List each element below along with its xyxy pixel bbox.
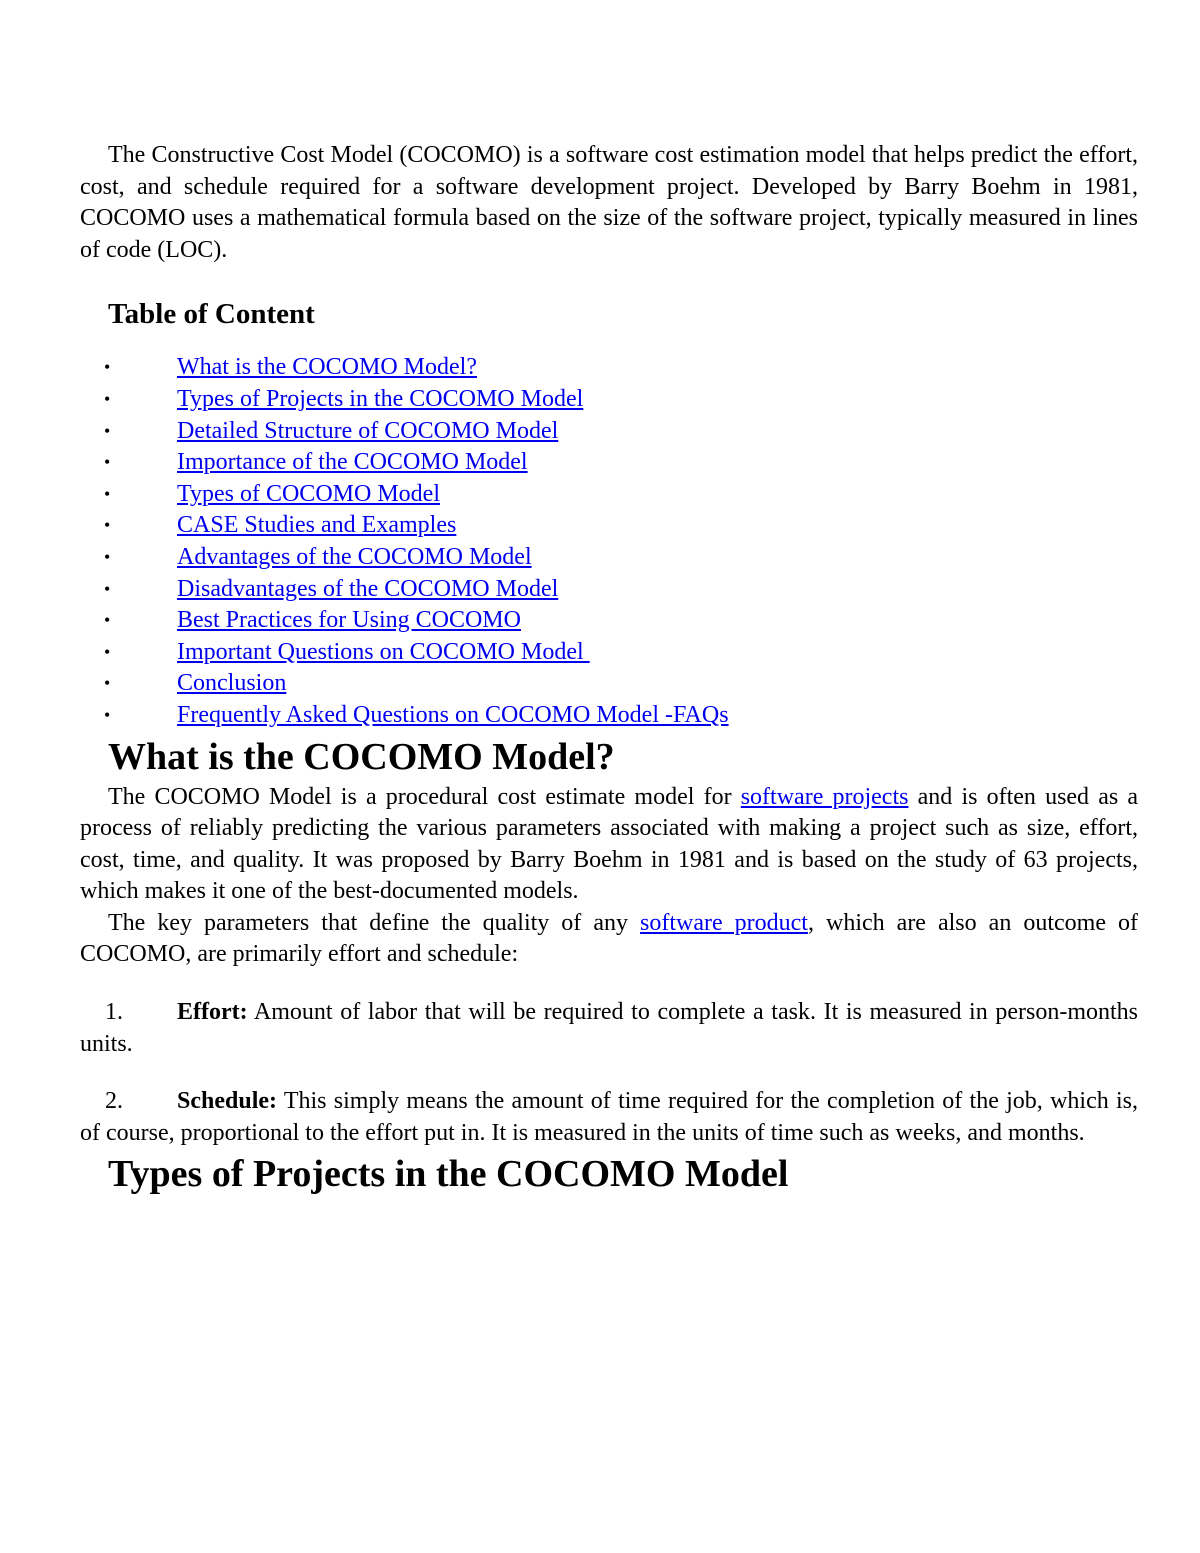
toc-item (80, 384, 1138, 416)
toc-item (80, 479, 1138, 511)
toc-item (80, 637, 1138, 669)
toc-link-conclusion[interactable]: Conclusion (177, 670, 287, 697)
toc-link-types-of-model[interactable]: Types of COCOMO Model (177, 480, 440, 507)
bullet-icon: • (104, 515, 111, 536)
bullet-icon: • (104, 546, 111, 567)
link-software-product[interactable]: software product (640, 909, 808, 936)
toc-item (80, 447, 1138, 479)
section1-paragraph-1 (80, 782, 1138, 908)
bullet-icon: • (104, 388, 111, 409)
bullet-icon: • (104, 357, 111, 378)
section-heading-types-of-projects: Types of Projects in the COCOMO Model (108, 1153, 789, 1196)
toc-heading: Table of Content (108, 298, 315, 331)
toc-item (80, 668, 1138, 700)
toc-link-disadvantages[interactable]: Disadvantages of the COCOMO Model (177, 575, 559, 602)
toc-item (80, 542, 1138, 574)
term-text: Amount of labor that will be required to complete a task. It is measured in person-months units. (80, 999, 1138, 1057)
toc-link-advantages[interactable]: Advantages of the COCOMO Model (177, 543, 532, 570)
toc-list (80, 352, 1138, 731)
list-number: 2. (105, 1088, 123, 1115)
link-software-projects[interactable]: software projects (740, 783, 909, 810)
parameter-list (80, 997, 1138, 1149)
text-run: The key parameters that define the quality of any (108, 909, 640, 936)
term-text: This simply means the amount of time required for the completion of the job, which is, of course, proportional to the effort put in. It is measured in the units of time such as weeks, and months. (80, 1088, 1138, 1146)
toc-item (80, 605, 1138, 637)
bullet-icon: • (104, 452, 111, 473)
toc-link-best-practices[interactable]: Best Practices for Using COCOMO (177, 607, 521, 634)
list-item-effort (80, 997, 1138, 1060)
term-label: Schedule: (177, 1088, 278, 1115)
intro-paragraph: The Constructive Cost Model (COCOMO) is a software cost estimation model that helps predict the effort, cost, and schedule required for a software development project. Developed by Barry Boehm in 1981, COCOMO uses a mathematical formula based on the size of the software project, typically measured in lines of code (LOC). (80, 142, 1138, 263)
toc-item (80, 574, 1138, 606)
bullet-icon: • (104, 483, 111, 504)
bullet-icon: • (104, 610, 111, 631)
toc-link-important-questions[interactable]: Important Questions on COCOMO Model (177, 638, 590, 665)
bullet-icon: • (104, 578, 111, 599)
bullet-icon: • (104, 704, 111, 725)
list-number: 1. (105, 999, 123, 1026)
toc-link-types-of-projects[interactable]: Types of Projects in the COCOMO Model (177, 385, 584, 412)
toc-link-what-is[interactable]: What is the COCOMO Model? (177, 354, 477, 381)
bullet-icon: • (104, 641, 111, 662)
list-item-schedule (80, 1086, 1138, 1149)
document-page (80, 140, 1138, 1199)
bullet-icon: • (104, 420, 111, 441)
toc-item (80, 510, 1138, 542)
section1-paragraph-2 (80, 908, 1138, 971)
toc-link-detailed-structure[interactable]: Detailed Structure of COCOMO Model (177, 417, 559, 444)
toc-item (80, 352, 1138, 384)
term-label: Effort: (177, 999, 248, 1026)
toc-item (80, 416, 1138, 448)
text-run: , which are also an outcome of COCOMO, are primarily effort and schedule: (80, 909, 1138, 968)
toc-link-case-studies[interactable]: CASE Studies and Examples (177, 512, 457, 539)
toc-link-faqs[interactable]: Frequently Asked Questions on COCOMO Model -FAQs (177, 701, 729, 728)
section-heading-what-is: What is the COCOMO Model? (108, 735, 615, 778)
text-run: The COCOMO Model is a procedural cost estimate model for (108, 783, 741, 810)
toc-link-importance[interactable]: Importance of the COCOMO Model (177, 449, 528, 476)
bullet-icon: • (104, 673, 111, 694)
toc-item (80, 700, 1138, 732)
text-run: and is often used as a process of reliably predicting the various parameters associated with making a project such as size, effort, cost, time, and quality. It was proposed by Barry Boehm in 1981 and is based on the study of 63 projects, which makes it one of the best-documented models. (80, 783, 1139, 905)
